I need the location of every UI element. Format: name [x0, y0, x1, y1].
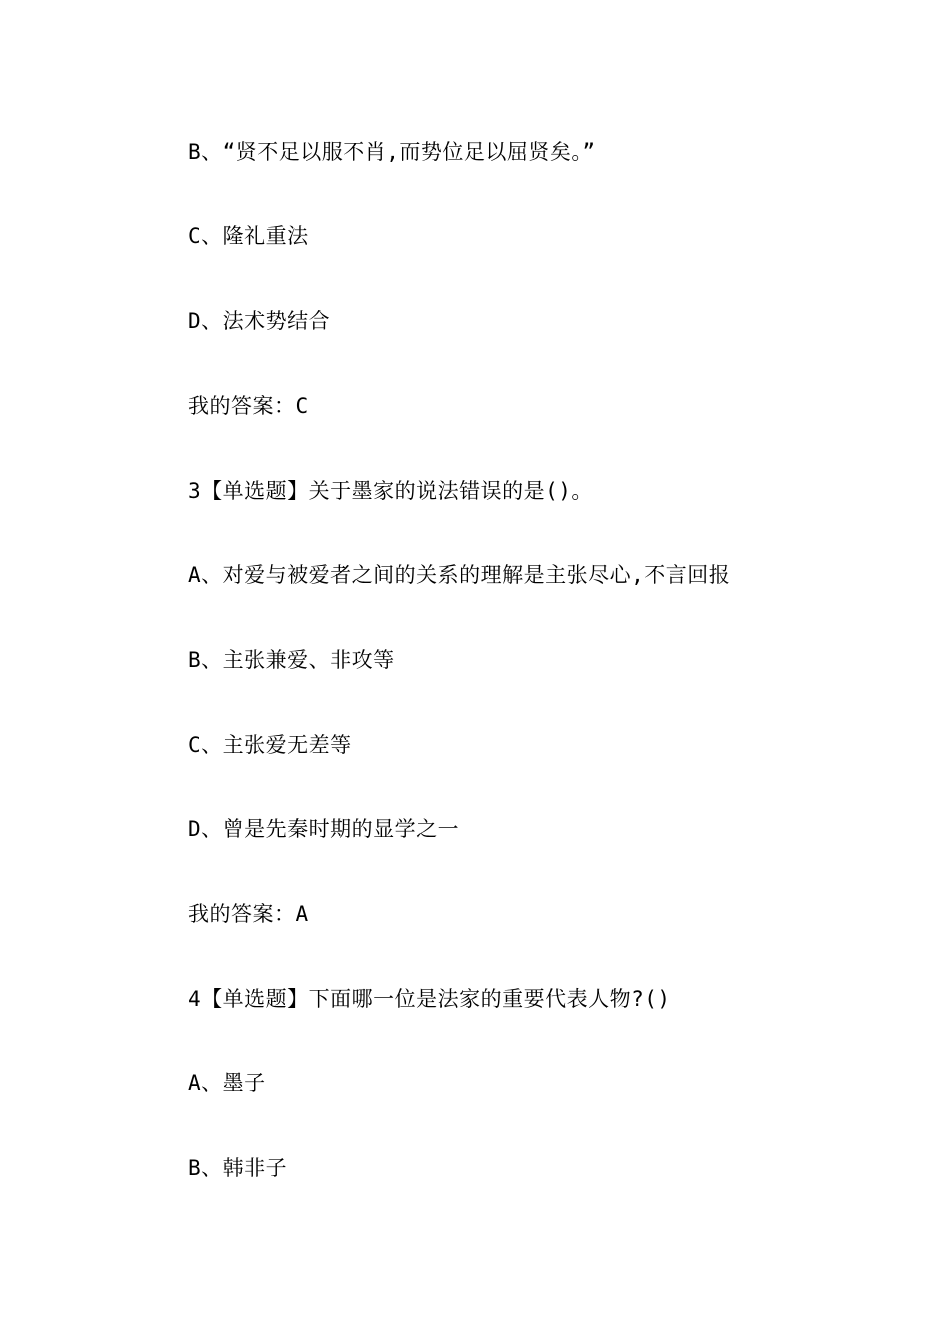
option-d-q2: D、法术势结合: [188, 309, 331, 333]
option-c-q3: C、主张爱无差等: [188, 733, 352, 757]
option-c-q2: C、隆礼重法: [188, 224, 309, 248]
option-a-q4: A、墨子: [188, 1071, 266, 1095]
option-b-q3: B、主张兼爱、非攻等: [188, 648, 395, 672]
option-b-q4: B、韩非子: [188, 1156, 288, 1180]
my-answer-q3: 我的答案：A: [188, 902, 309, 926]
question-3: 3【单选题】关于墨家的说法错误的是()。: [188, 479, 593, 503]
option-b-q2: B、“贤不足以服不肖,而势位足以屈贤矣。”: [188, 140, 596, 164]
question-4: 4【单选题】下面哪一位是法家的重要代表人物?(): [188, 987, 671, 1011]
my-answer-q2: 我的答案：C: [188, 394, 309, 418]
option-d-q3: D、曾是先秦时期的显学之一: [188, 817, 460, 841]
option-a-q3: A、对爱与被爱者之间的关系的理解是主张尽心,不言回报: [188, 563, 731, 587]
